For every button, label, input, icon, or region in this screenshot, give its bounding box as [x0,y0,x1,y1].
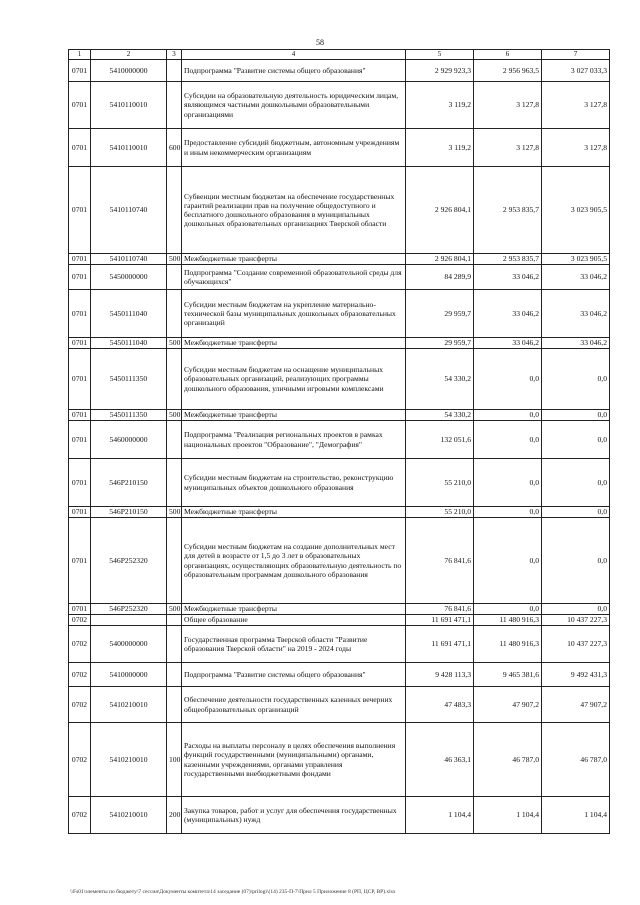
amount-year-1: 132 051,6 [406,421,474,459]
item-name: Межбюджетные трансферты [182,338,406,349]
amount-year-1: 76 841,6 [406,604,474,615]
column-header: 3 [167,50,182,60]
target-article-code: 5410000000 [91,663,167,687]
amount-year-2: 0,0 [474,604,542,615]
target-article-code: 5400000000 [91,626,167,663]
amount-year-3: 10 437 227,3 [542,626,610,663]
item-name: Субсидии местным бюджетам на оснащение муниципальных образовательных организаций, реализующих программы дошкольного образования, уличными игровыми комплексами [182,349,406,410]
amount-year-2: 11 480 916,3 [474,615,542,626]
target-article-code: 5410110740 [91,254,167,265]
section-code: 0701 [69,507,91,518]
amount-year-2: 46 787,0 [474,723,542,797]
amount-year-1: 1 104,4 [406,797,474,834]
amount-year-1: 9 428 113,3 [406,663,474,687]
amount-year-3: 33 046,2 [542,265,610,290]
section-code: 0701 [69,349,91,410]
table-row [69,604,610,615]
amount-year-2: 3 127,8 [474,129,542,167]
amount-year-2: 0,0 [474,421,542,459]
amount-year-3: 0,0 [542,410,610,421]
amount-year-2: 0,0 [474,410,542,421]
target-article-code: 5410210010 [91,797,167,834]
amount-year-2: 47 907,2 [474,687,542,723]
table-row [69,265,610,290]
target-article-code: 5450111350 [91,410,167,421]
table-row [69,290,610,338]
table-row [69,82,610,129]
target-article-code: 5450000000 [91,265,167,290]
amount-year-2: 9 465 381,6 [474,663,542,687]
column-header: 6 [474,50,542,60]
item-name: Закупка товаров, работ и услуг для обеспечения государственных (муниципальных) нужд [182,797,406,834]
table-row [69,421,610,459]
item-name: Субсидии местным бюджетам на укрепление материально-технической базы муниципальных дошкольных образовательных организаций [182,290,406,338]
target-article-code: 5410210010 [91,687,167,723]
table-row [69,254,610,265]
item-name: Общее образование [182,615,406,626]
amount-year-1: 29 959,7 [406,338,474,349]
target-article-code: 5450111040 [91,290,167,338]
amount-year-1: 2 929 923,3 [406,60,474,82]
page-number: 58 [316,38,324,47]
amount-year-3: 0,0 [542,421,610,459]
target-article-code: 5410110010 [91,82,167,129]
amount-year-1: 54 330,2 [406,349,474,410]
expense-type-code [167,663,182,687]
amount-year-2: 11 480 916,3 [474,626,542,663]
amount-year-1: 76 841,6 [406,518,474,604]
table-row [69,615,610,626]
table-header-row [69,50,610,60]
target-article-code: 5410110010 [91,129,167,167]
section-code: 0702 [69,687,91,723]
amount-year-2: 2 953 835,7 [474,254,542,265]
column-header: 5 [406,50,474,60]
section-code: 0702 [69,797,91,834]
section-code: 0701 [69,82,91,129]
amount-year-2: 33 046,2 [474,290,542,338]
section-code: 0702 [69,615,91,626]
item-name: Расходы на выплаты персоналу в целях обеспечения выполнения функций государственными (муниципальными) органами, казенными учреждениями, органами управления государственными внебюджетными фондами [182,723,406,797]
column-header: 4 [182,50,406,60]
expense-type-code [167,349,182,410]
target-article-code: 546P252320 [91,518,167,604]
section-code: 0701 [69,421,91,459]
amount-year-2: 2 956 963,5 [474,60,542,82]
amount-year-2: 0,0 [474,349,542,410]
amount-year-2: 2 953 835,7 [474,167,542,254]
item-name: Субвенции местным бюджетам на обеспечение государственных гарантий реализации прав на получение общедоступного и бесплатного дошкольного образования в муниципальных дошкольных образовательных организациях Тверской области [182,167,406,254]
expense-type-code: 500 [167,604,182,615]
amount-year-1: 84 289,9 [406,265,474,290]
expense-type-code: 200 [167,797,182,834]
amount-year-1: 11 691 471,1 [406,626,474,663]
item-name: Межбюджетные трансферты [182,254,406,265]
column-header: 7 [542,50,610,60]
expense-type-code [167,615,182,626]
expense-type-code: 500 [167,410,182,421]
expense-type-code: 600 [167,129,182,167]
amount-year-3: 3 023 905,5 [542,167,610,254]
expense-type-code [167,626,182,663]
table-row [69,797,610,834]
amount-year-2: 1 104,4 [474,797,542,834]
item-name: Государственная программа Тверской области "Развитие образования Тверской области" на 2019 - 2024 годы [182,626,406,663]
amount-year-1: 11 691 471,1 [406,615,474,626]
expense-type-code: 500 [167,338,182,349]
table-row [69,723,610,797]
amount-year-3: 1 104,4 [542,797,610,834]
budget-table [68,49,610,834]
item-name: Субсидии местным бюджетам на создание дополнительных мест для детей в возрасте от 1,5 до 3 лет в образовательных организациях, осуществляющих образовательную деятельность по образовательным программам дошкольного образования [182,518,406,604]
expense-type-code [167,265,182,290]
amount-year-3: 9 492 431,3 [542,663,610,687]
target-article-code: 546P210150 [91,459,167,507]
amount-year-1: 2 926 804,1 [406,254,474,265]
expense-type-code [167,687,182,723]
amount-year-2: 0,0 [474,459,542,507]
expense-type-code: 500 [167,254,182,265]
item-name: Предоставление субсидий бюджетным, автономным учреждениям и иным некоммерческим организациям [182,129,406,167]
item-name: Обеспечение деятельности государственных казенных вечерних общеобразовательных организаций [182,687,406,723]
amount-year-2: 0,0 [474,518,542,604]
amount-year-3: 46 787,0 [542,723,610,797]
amount-year-1: 2 926 804,1 [406,167,474,254]
item-name: Подпрограмма "Развитие системы общего образования" [182,60,406,82]
item-name: Межбюджетные трансферты [182,507,406,518]
table-row [69,129,610,167]
amount-year-1: 3 119,2 [406,82,474,129]
section-code: 0701 [69,518,91,604]
amount-year-2: 33 046,2 [474,265,542,290]
amount-year-3: 0,0 [542,459,610,507]
target-article-code: 546P210150 [91,507,167,518]
expense-type-code: 100 [167,723,182,797]
section-code: 0701 [69,60,91,82]
amount-year-1: 55 210,0 [406,459,474,507]
table-row [69,60,610,82]
expense-type-code [167,167,182,254]
column-header: 1 [69,50,91,60]
amount-year-3: 0,0 [542,604,610,615]
item-name: Подпрограмма "Развитие системы общего образования" [182,663,406,687]
amount-year-1: 29 959,7 [406,290,474,338]
expense-type-code [167,82,182,129]
expense-type-code [167,421,182,459]
table-row [69,518,610,604]
item-name: Субсидии на образовательную деятельность юридическим лицам, являющимся частными дошкольными образовательными организациями [182,82,406,129]
amount-year-3: 3 127,8 [542,129,610,167]
amount-year-1: 55 210,0 [406,507,474,518]
amount-year-3: 3 127,8 [542,82,610,129]
amount-year-1: 46 363,1 [406,723,474,797]
section-code: 0701 [69,459,91,507]
section-code: 0701 [69,167,91,254]
item-name: Межбюджетные трансферты [182,604,406,615]
expense-type-code [167,459,182,507]
table-row [69,410,610,421]
table-row [69,167,610,254]
section-code: 0701 [69,604,91,615]
target-article-code: 5450111350 [91,349,167,410]
table-row [69,349,610,410]
table-row [69,459,610,507]
table-row [69,507,610,518]
amount-year-3: 33 046,2 [542,338,610,349]
table-row [69,338,610,349]
section-code: 0701 [69,290,91,338]
section-code: 0701 [69,265,91,290]
target-article-code: 5410000000 [91,60,167,82]
amount-year-3: 47 907,2 [542,687,610,723]
target-article-code: 5410210010 [91,723,167,797]
item-name: Подпрограмма "Реализация региональных проектов в рамках национальных проектов "Образование", "Демография" [182,421,406,459]
expense-type-code [167,518,182,604]
section-code: 0701 [69,129,91,167]
amount-year-1: 3 119,2 [406,129,474,167]
section-code: 0702 [69,723,91,797]
file-path-footer: \\Fs01\элементы по бюджету\7 сессия\Документы комитета\14 заседание (07)\prilogi\(14) 235-П-7\Прил 5 Приложение 8 (РП, ЦСР, ВР).xlsx [70,889,396,895]
amount-year-3: 3 027 033,3 [542,60,610,82]
section-code: 0701 [69,338,91,349]
amount-year-3: 10 437 227,3 [542,615,610,626]
target-article-code: 5410110740 [91,167,167,254]
expense-type-code [167,60,182,82]
amount-year-1: 54 330,2 [406,410,474,421]
table-row [69,663,610,687]
section-code: 0702 [69,626,91,663]
table-row [69,626,610,663]
section-code: 0701 [69,254,91,265]
column-header: 2 [91,50,167,60]
table-row [69,687,610,723]
amount-year-3: 0,0 [542,518,610,604]
expense-type-code: 500 [167,507,182,518]
target-article-code: 5450111040 [91,338,167,349]
amount-year-3: 3 023 905,5 [542,254,610,265]
amount-year-1: 47 483,3 [406,687,474,723]
section-code: 0702 [69,663,91,687]
amount-year-3: 0,0 [542,349,610,410]
amount-year-2: 33 046,2 [474,338,542,349]
amount-year-3: 33 046,2 [542,290,610,338]
amount-year-3: 0,0 [542,507,610,518]
target-article-code [91,615,167,626]
target-article-code: 5460000000 [91,421,167,459]
amount-year-2: 3 127,8 [474,82,542,129]
expense-type-code [167,290,182,338]
section-code: 0701 [69,410,91,421]
item-name: Межбюджетные трансферты [182,410,406,421]
target-article-code: 546P252320 [91,604,167,615]
amount-year-2: 0,0 [474,507,542,518]
item-name: Подпрограмма "Создание современной образовательной среды для обучающихся" [182,265,406,290]
item-name: Субсидии местным бюджетам на строительство, реконструкцию муниципальных объектов дошкольного образования [182,459,406,507]
